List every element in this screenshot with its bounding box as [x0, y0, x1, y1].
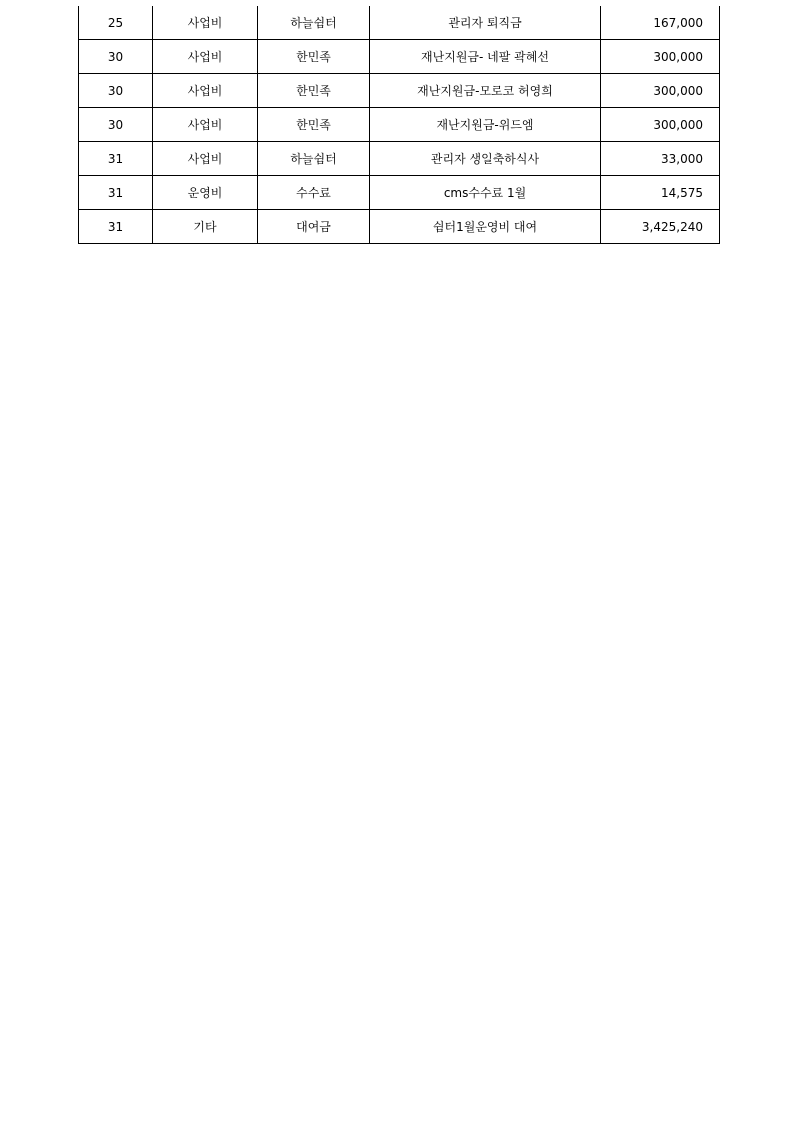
description-cell: 재난지원금-위드엠	[370, 108, 601, 142]
subcategory-cell: 한민족	[258, 40, 370, 74]
day-cell: 30	[79, 108, 153, 142]
table-row	[79, 40, 720, 74]
description-cell: 관리자 퇴직금	[370, 6, 601, 40]
amount-cell: 300,000	[601, 40, 720, 74]
description-cell: 쉼터1월운영비 대여	[370, 210, 601, 244]
subcategory-cell: 한민족	[258, 74, 370, 108]
subcategory-cell: 하늘쉼터	[258, 142, 370, 176]
amount-cell: 300,000	[601, 108, 720, 142]
subcategory-cell: 수수료	[258, 176, 370, 210]
day-cell: 30	[79, 74, 153, 108]
amount-cell: 167,000	[601, 6, 720, 40]
subcategory-cell: 대여금	[258, 210, 370, 244]
table-row	[79, 210, 720, 244]
day-cell: 31	[79, 176, 153, 210]
category-cell: 사업비	[153, 74, 258, 108]
amount-cell: 3,425,240	[601, 210, 720, 244]
category-cell: 사업비	[153, 142, 258, 176]
ledger-table	[78, 6, 720, 244]
subcategory-cell: 하늘쉼터	[258, 6, 370, 40]
day-cell: 31	[79, 142, 153, 176]
table-row	[79, 176, 720, 210]
description-cell: 재난지원금-모로코 허영희	[370, 74, 601, 108]
table-row	[79, 74, 720, 108]
subcategory-cell: 한민족	[258, 108, 370, 142]
day-cell: 30	[79, 40, 153, 74]
category-cell: 운영비	[153, 176, 258, 210]
category-cell: 사업비	[153, 6, 258, 40]
category-cell: 기타	[153, 210, 258, 244]
table-row	[79, 6, 720, 40]
table-row	[79, 108, 720, 142]
description-cell: cms수수료 1월	[370, 176, 601, 210]
amount-cell: 300,000	[601, 74, 720, 108]
amount-cell: 33,000	[601, 142, 720, 176]
day-cell: 25	[79, 6, 153, 40]
table-row	[79, 142, 720, 176]
amount-cell: 14,575	[601, 176, 720, 210]
description-cell: 재난지원금- 네팔 곽혜선	[370, 40, 601, 74]
category-cell: 사업비	[153, 40, 258, 74]
category-cell: 사업비	[153, 108, 258, 142]
day-cell: 31	[79, 210, 153, 244]
description-cell: 관리자 생일축하식사	[370, 142, 601, 176]
